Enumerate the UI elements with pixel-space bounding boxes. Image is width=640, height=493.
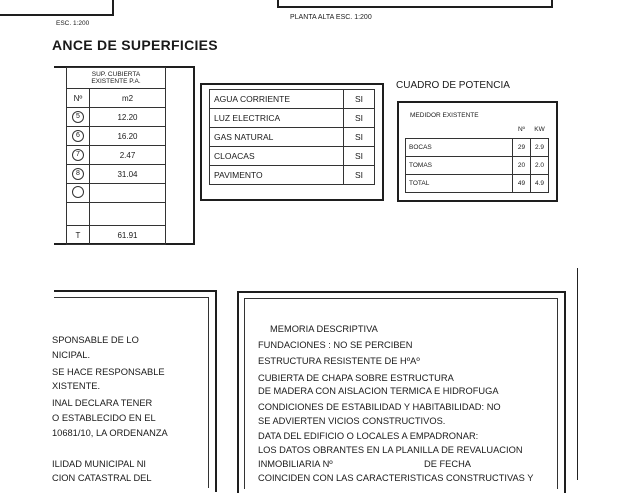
power-kw: 2.9 <box>531 139 549 157</box>
surfaces-table <box>66 67 166 245</box>
memo-title: MEMORIA DESCRIPTIVA <box>270 324 378 334</box>
surfaces-head2: EXISTENTE P.A. <box>91 78 141 85</box>
surfaces-col-unit: m2 <box>90 89 166 108</box>
memo-line: FUNDACIONES : NO SE PERCIBEN <box>258 340 413 350</box>
memo-line: DATA DEL EDIFICIO O LOCALES A EMPADRONAR: <box>258 431 479 441</box>
power-kw: 2.0 <box>531 157 549 175</box>
service-label: CLOACAS <box>210 147 344 166</box>
power-label: TOMAS <box>406 157 513 175</box>
power-col-kw: KW <box>531 121 549 139</box>
row-value: 31.04 <box>90 165 166 184</box>
scale-left-label: ESC. 1:200 <box>56 20 90 27</box>
left-note-line: XISTENTE. <box>52 381 101 391</box>
row-number: 8 <box>72 168 84 180</box>
service-label: AGUA CORRIENTE <box>210 90 344 109</box>
row-number: 7 <box>72 149 84 161</box>
power-n: 29 <box>513 139 531 157</box>
memo-line: LOS DATOS OBRANTES EN LA PLANILLA DE REVALUACION <box>258 445 523 455</box>
table-row <box>210 109 375 128</box>
left-note-line: NICIPAL. <box>52 350 91 360</box>
left-note-line: O ESTABLECIDO EN EL <box>52 413 156 423</box>
table-row <box>406 157 549 175</box>
row-value: 12.20 <box>90 108 166 127</box>
table-row <box>210 128 375 147</box>
table-row <box>67 184 166 203</box>
row-number-empty <box>72 186 84 198</box>
power-table <box>405 121 549 193</box>
memo-line: CUBIERTA DE CHAPA SOBRE ESTRUCTURA <box>258 373 454 383</box>
power-col-n: Nº <box>513 121 531 139</box>
table-row-blank <box>67 203 166 226</box>
power-kw: 4.9 <box>531 175 549 193</box>
surfaces-head1: SUP. CUBIERTA <box>91 71 141 78</box>
top-right-frame <box>277 0 553 8</box>
total-value: 61.91 <box>90 226 166 245</box>
left-note-line: 10681/10, LA ORDENANZA <box>52 428 168 438</box>
memo-line: DE MADERA CON AISLACION TERMICA E HIDROFUGA <box>258 386 499 396</box>
service-label: PAVIMENTO <box>210 166 344 185</box>
service-label: GAS NATURAL <box>210 128 344 147</box>
memo-line: INMOBILIARIA Nº <box>258 459 333 469</box>
service-value: SI <box>344 166 375 185</box>
left-note-line: CION CATASTRAL DEL <box>52 473 152 483</box>
memo-line: COINCIDEN CON LAS CARACTERISTICAS CONSTRUCTIVAS Y <box>258 473 534 483</box>
service-value: SI <box>344 128 375 147</box>
table-row <box>67 146 166 165</box>
row-value: 16.20 <box>90 127 166 146</box>
table-row <box>210 90 375 109</box>
service-label: LUZ ELECTRICA <box>210 109 344 128</box>
power-n: 49 <box>513 175 531 193</box>
left-note-line: ILIDAD MUNICIPAL NI <box>52 459 147 469</box>
table-row <box>67 165 166 184</box>
left-note-line: SPONSABLE DE LO <box>52 335 139 345</box>
top-left-frame <box>0 0 114 16</box>
left-note-line: INAL DECLARA TENER <box>52 398 153 408</box>
memo-de-fecha: DE FECHA <box>424 459 472 469</box>
power-label: BOCAS <box>406 139 513 157</box>
table-row <box>406 139 549 157</box>
surfaces-title: ANCE DE SUPERFICIES <box>52 37 218 53</box>
row-number: 6 <box>72 130 84 142</box>
surfaces-col-no: Nº <box>67 89 90 108</box>
table-row-total <box>67 226 166 245</box>
service-value: SI <box>344 109 375 128</box>
power-title: CUADRO DE POTENCIA <box>396 80 510 91</box>
memo-line: CONDICIONES DE ESTABILIDAD Y HABITABILIDAD: NO <box>258 402 501 412</box>
power-subtitle: MEDIDOR EXISTENTE <box>410 112 479 119</box>
table-row <box>210 147 375 166</box>
table-row <box>210 166 375 185</box>
scale-right-label: PLANTA ALTA ESC. 1:200 <box>290 14 372 21</box>
table-row <box>406 175 549 193</box>
right-margin-line <box>577 268 578 480</box>
service-value: SI <box>344 147 375 166</box>
memo-line: SE ADVIERTEN VICIOS CONSTRUCTIVOS. <box>258 416 446 426</box>
table-row <box>67 127 166 146</box>
services-table <box>209 89 375 185</box>
service-value: SI <box>344 90 375 109</box>
total-label: T <box>67 226 90 245</box>
row-value: 2.47 <box>90 146 166 165</box>
left-note-line: SE HACE RESPONSABLE <box>52 367 165 377</box>
power-n: 20 <box>513 157 531 175</box>
memo-line: ESTRUCTURA RESISTENTE DE HºAº <box>258 356 420 366</box>
row-number: 5 <box>72 111 84 123</box>
table-row <box>67 108 166 127</box>
power-label: TOTAL <box>406 175 513 193</box>
